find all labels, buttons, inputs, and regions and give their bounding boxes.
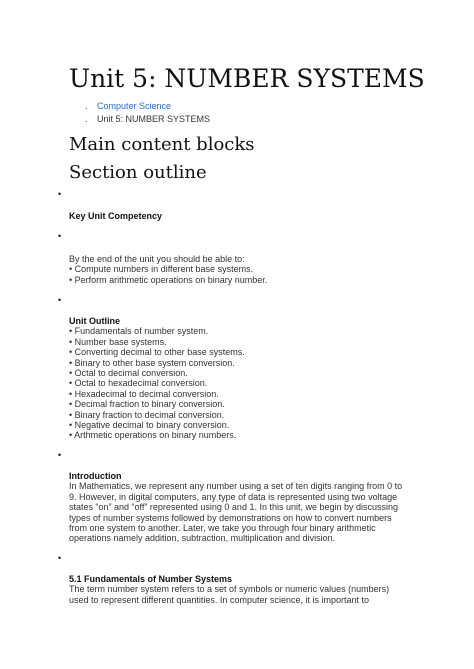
competency-heading: Key Unit Competency (69, 211, 163, 221)
fundamentals-line: The term number system refers to a set of symbols or numeric values (numbers) (69, 584, 390, 595)
competency-item: • Compute numbers in different base systems. (69, 264, 254, 275)
competency-block (69, 254, 267, 285)
section-bullet (58, 189, 61, 199)
introduction-line: In Mathematics, we represent any number using a set of ten digits ranging from 0 to (69, 481, 403, 492)
outline-heading: Unit Outline (69, 316, 120, 326)
page-title: Unit 5: NUMBER SYSTEMS (69, 64, 425, 93)
introduction-line: types of number systems followed by demonstrations on how to convert numbers (69, 512, 392, 523)
competency-intro: By the end of the unit you should be able to: (69, 254, 245, 264)
breadcrumb-item-computer-science[interactable] (87, 101, 171, 111)
section-bullet (58, 231, 61, 241)
breadcrumb-item-unit-5 (87, 114, 210, 124)
section-bullet (58, 295, 61, 305)
competency-heading-block (69, 211, 162, 221)
breadcrumb-link-computer-science[interactable]: Computer Science (97, 101, 172, 111)
section-bullet (58, 553, 61, 563)
outline-item: • Binary to other base system conversion. (69, 357, 235, 368)
outline-item: • Octal to hexadecimal conversion. (69, 378, 208, 389)
breadcrumb-separator: . (85, 101, 88, 111)
outline-item: • Arthmetic operations on binary numbers. (69, 430, 237, 441)
introduction-heading: Introduction (69, 471, 122, 481)
introduction-line: operations namely addition, subtraction, multiplication and division. (69, 533, 336, 544)
introduction-line: 9. However, in digital computers, any type of data is represented using two voltage (69, 491, 398, 502)
outline-item: • Fundamentals of number system. (69, 326, 209, 337)
introduction-line: states “on” and “off” represented using 0 and 1. In this unit, we begin by discussing (69, 502, 399, 513)
fundamentals-line: used to represent different quantities. In computer science, it is important to (69, 594, 369, 605)
outline-item: • Number base systems. (69, 336, 167, 347)
competency-item: • Perform arithmetic operations on binary number. (69, 274, 268, 285)
breadcrumb-current: Unit 5: NUMBER SYSTEMS (97, 114, 211, 124)
outline-item: • Octal to decimal conversion. (69, 368, 188, 379)
outline-item: • Negative decimal to binary conversion. (69, 420, 230, 431)
outline-item: • Hexadecimal to decimal conversion. (69, 388, 219, 399)
fundamentals-block (69, 574, 389, 605)
outline-item: • Decimal fraction to binary conversion. (69, 399, 225, 410)
fundamentals-heading: 5.1 Fundamentals of Number Systems (69, 574, 233, 584)
introduction-line: from one system to another. Later, we take you through four binary arithmetic (69, 523, 376, 534)
main-content-heading: Main content blocks (69, 134, 255, 155)
outline-block (69, 316, 245, 441)
introduction-block (69, 471, 402, 544)
outline-item: • Binary fraction to decimal conversion. (69, 409, 225, 420)
breadcrumb-separator: . (85, 114, 88, 124)
outline-item: • Converting decimal to other base systems. (69, 347, 245, 358)
section-outline-heading: Section outline (69, 162, 207, 183)
section-bullet (58, 450, 61, 460)
